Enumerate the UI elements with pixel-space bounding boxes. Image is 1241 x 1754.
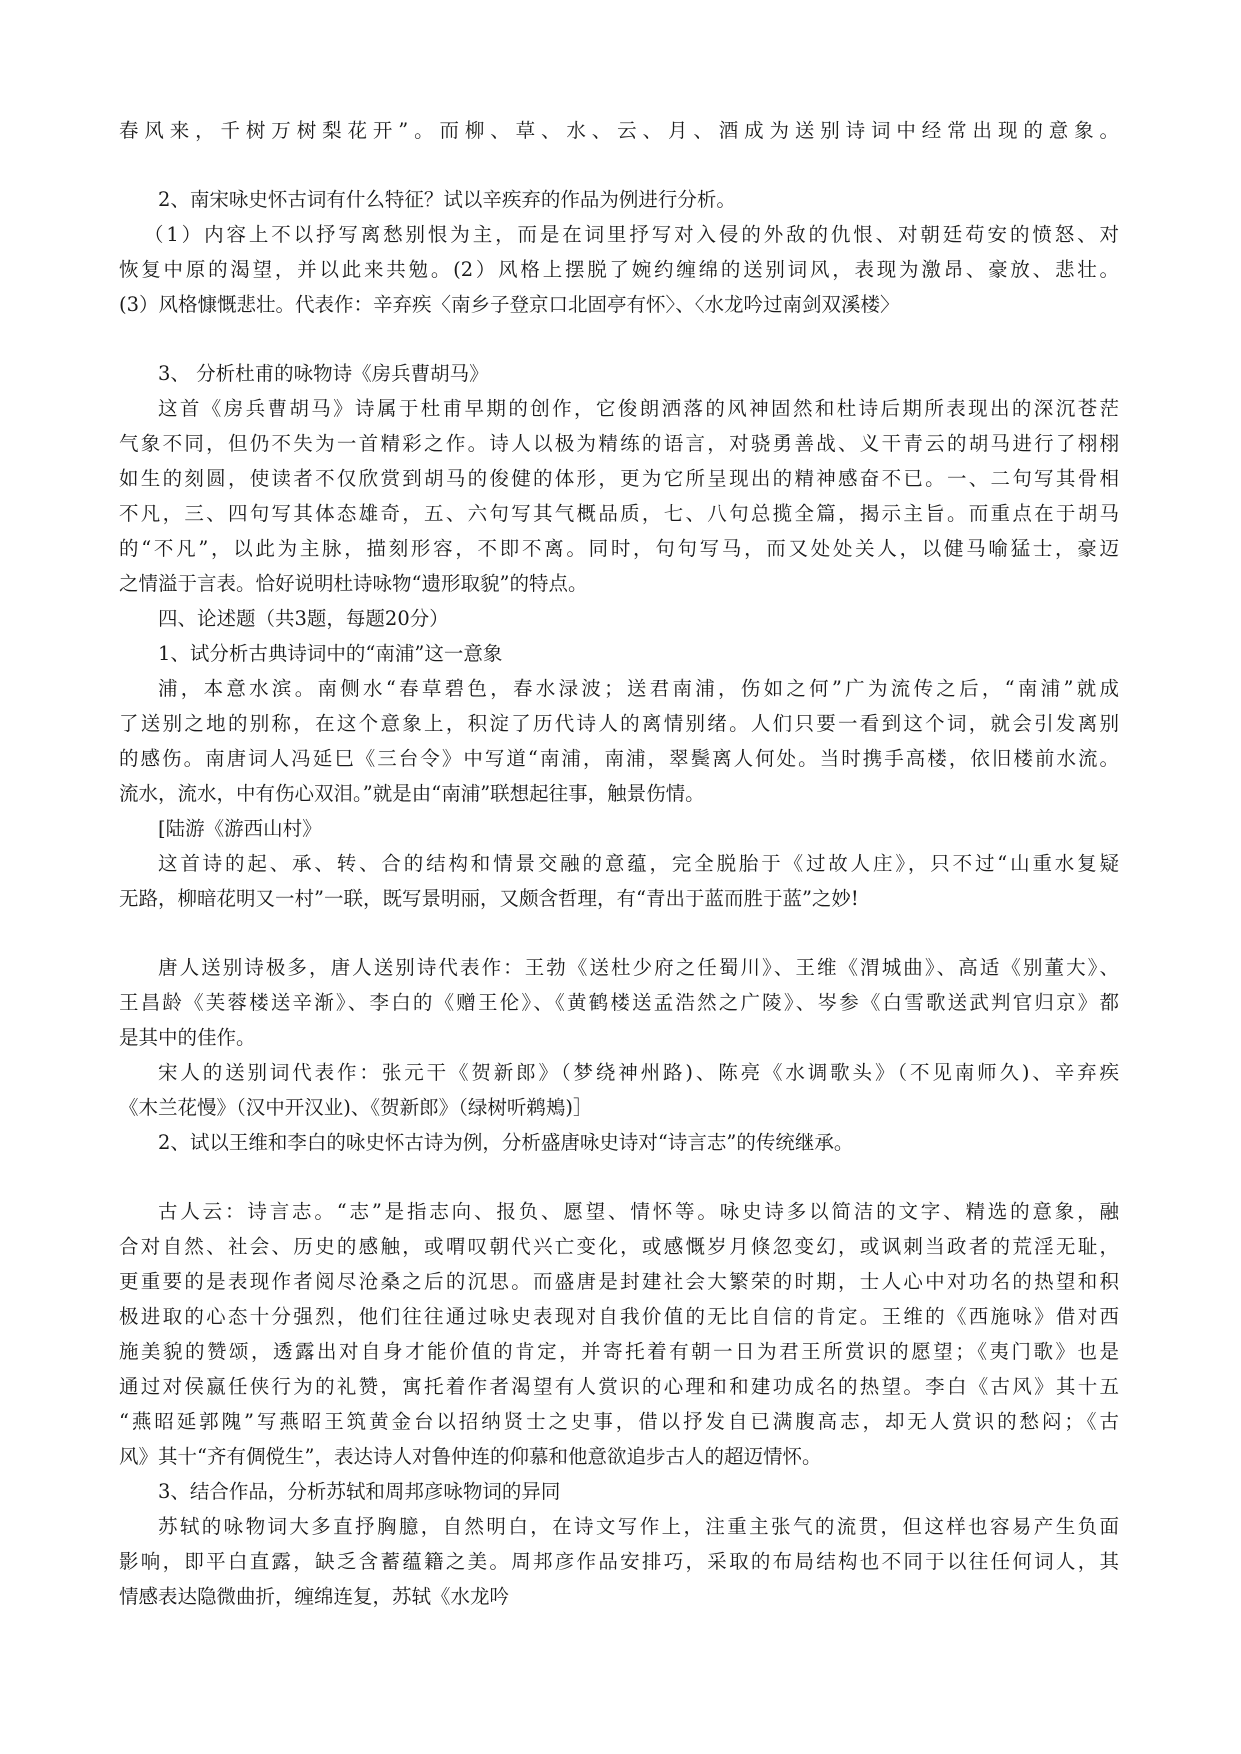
question-heading: 1、试分析古典诗词中的“南浦”这一意象 bbox=[158, 642, 503, 665]
text-line: 这首诗的起、承、转、合的结构和情景交融的意蕴，完全脱胎于《过故人庄》，只不过“山重水复疑 bbox=[158, 852, 1119, 875]
text-line: 唐人送别诗极多，唐人送别诗代表作：王勃《送杜少府之任蜀川》、王维《渭城曲》、高适《别董大》、 bbox=[158, 956, 1119, 979]
text-line: 的感伤。南唐词人冯延巳《三台令》中写道“南浦，南浦，翠鬓离人何处。当时携手高楼，依旧楼前水流。 bbox=[119, 747, 1119, 770]
text-line: 的“不凡”，以此为主脉，描刻形容，不即不离。同时，句句写马，而又处处关人，以健马喻猛士，豪迈 bbox=[119, 537, 1119, 560]
text-line: 流水，流水，中有伤心双泪。”就是由“南浦”联想起往事，触景伤情。 bbox=[119, 782, 705, 805]
text-line: 这首《房兵曹胡马》诗属于杜甫早期的创作，它俊朗洒落的风神固然和杜诗后期所表现出的深沉苍茫 bbox=[158, 397, 1119, 420]
text-line: 极进取的心态十分强烈，他们往往通过咏史表现对自我价值的无比自信的肯定。王维的《西施咏》借对西 bbox=[119, 1305, 1119, 1328]
text-line: 更重要的是表现作者阅尽沧桑之后的沉思。而盛唐是封建社会大繁荣的时期，士人心中对功名的热望和积 bbox=[119, 1270, 1119, 1293]
text-line: 是其中的佳作。 bbox=[119, 1026, 256, 1049]
text-line: 无路，柳暗花明又一村”一联，既写景明丽，又颇含哲理，有“青出于蓝而胜于蓝”之妙! bbox=[119, 887, 859, 910]
question-heading: 2、南宋咏史怀古词有什么特征？试以辛疾弃的作品为例进行分析。 bbox=[158, 188, 736, 211]
text-line: 影响，即平白直露，缺乏含蓄蕴籍之美。周邦彦作品安排巧，采取的布局结构也不同于以往任何词人，其 bbox=[119, 1550, 1119, 1573]
text-line: 苏轼的咏物词大多直抒胸臆，自然明白，在诗文写作上，注重主张气的流贯，但这样也容易产生负面 bbox=[158, 1515, 1119, 1538]
text-line: “燕昭延郭隗”写燕昭王筑黄金台以招纳贤士之史事，借以抒发自已满腹高志，却无人赏识的愁闷；《古 bbox=[119, 1410, 1119, 1433]
text-line: 不凡，三、四句写其体态雄奇，五、六句写其气概品质，七、八句总揽全篇，揭示主旨。而重点在于胡马 bbox=[119, 502, 1119, 525]
text-line: 通过对侯嬴任侠行为的礼赞，寓托着作者渴望有人赏识的心理和和建功成名的热望。李白《古风》其十五 bbox=[119, 1375, 1119, 1398]
section-heading: 四、论述题（共3题，每题20分） bbox=[158, 607, 449, 630]
text-line: （1）内容上不以抒写离愁别恨为主，而是在词里抒写对入侵的外敌的仇恨、对朝廷苟安的愤怒、对 bbox=[144, 223, 1119, 246]
text-line: 施美貌的赞颂，透露出对自身才能价值的肯定，并寄托着有朝一日为君王所赏识的愿望；《夷门歌》也是 bbox=[119, 1340, 1119, 1363]
text-line: 宋人的送别词代表作：张元干《贺新郎》（梦绕神州路)、陈亮《水调歌头》（不见南师久)、辛弃疾 bbox=[158, 1061, 1119, 1084]
question-heading: 3、结合作品，分析苏轼和周邦彦咏物词的异同 bbox=[158, 1480, 561, 1503]
text-line: 《木兰花慢》（汉中开汉业)、《贺新郎》（绿树听鹈鴂)］ bbox=[119, 1096, 593, 1119]
text-line: 风》其十“齐有倜傥生”，表达诗人对鲁仲连的仰慕和他意欲追步古人的超迈情怀。 bbox=[119, 1445, 822, 1468]
text-line: 合对自然、社会、历史的感触，或喟叹朝代兴亡变化，或感慨岁月倏忽变幻，或讽刺当政者的荒淫无耻， bbox=[119, 1235, 1119, 1258]
text-line: 王昌龄《芙蓉楼送辛渐》、李白的《赠王伦》、《黄鹤楼送孟浩然之广陵》、岑参《白雪歌送武判官归京》都 bbox=[119, 991, 1119, 1014]
text-line: 如生的刻圆，使读者不仅欣赏到胡马的俊健的体形，更为它所呈现出的精神感奋不已。一、二句写其骨相 bbox=[119, 467, 1119, 490]
text-line: 恢复中原的渴望，并以此来共勉。(2）风格上摆脱了婉约缠绵的送别词风，表现为激昂、豪放、悲壮。 bbox=[119, 258, 1119, 281]
text-line: 春风来，千树万树梨花开”。而柳、草、水、云、月、酒成为送别诗词中经常出现的意象。 bbox=[119, 119, 1119, 142]
text-line: 情感表达隐微曲折，缠绵连复，苏轼《水龙吟 bbox=[119, 1585, 510, 1608]
text-line: 了送别之地的别称，在这个意象上，积淀了历代诗人的离情别绪。人们只要一看到这个词，就会引发离别 bbox=[119, 712, 1119, 735]
text-line: 气象不同，但仍不失为一首精彩之作。诗人以极为精练的语言，对骁勇善战、义干青云的胡马进行了栩栩 bbox=[119, 432, 1119, 455]
document-page bbox=[119, 113, 1119, 1614]
text-line: [陆游《游西山村》 bbox=[158, 817, 322, 840]
text-line: 浦，本意水滨。南侧水“春草碧色，春水渌波；送君南浦，伤如之何”广为流传之后，“南浦”就成 bbox=[158, 677, 1119, 700]
text-line: 之情溢于言表。恰好说明杜诗咏物“遗形取貌”的特点。 bbox=[119, 572, 588, 595]
question-heading: 3、 分析杜甫的咏物诗《房兵曹胡马》 bbox=[158, 362, 489, 385]
question-heading: 2、试以王维和李白的咏史怀古诗为例，分析盛唐咏史诗对“诗言志”的传统继承。 bbox=[158, 1131, 854, 1154]
text-line: (3）风格慷慨悲壮。代表作：辛弃疾〈南乡子登京口北固亭有怀〉、〈水龙吟过南剑双溪楼〉 bbox=[119, 293, 900, 316]
text-line: 古人云：诗言志。“志”是指志向、报负、愿望、情怀等。咏史诗多以简洁的文字、精选的意象，融 bbox=[158, 1200, 1119, 1223]
